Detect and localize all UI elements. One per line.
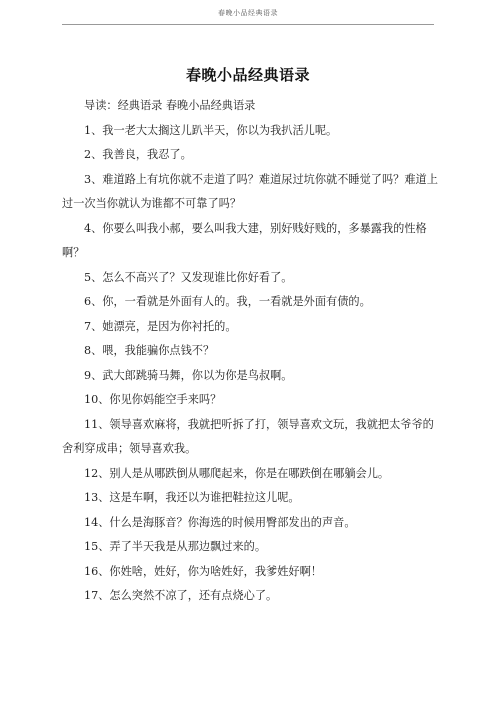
quote-item: 8、喂，我能骗你点钱不？ <box>84 344 215 357</box>
quote-item: 11、领导喜欢麻将，我就把听拆了打，领导喜欢文玩，我就把太爷爷的舍利穿成串；领导喜欢我。 <box>62 417 434 455</box>
lead-paragraph: 导读：经典语录 春晚小品经典语录 <box>84 99 256 112</box>
quote-item: 14、什么是海豚音？你海选的时候用臀部发出的声音。 <box>84 515 356 529</box>
running-header: 春晚小品经典语录 <box>218 9 278 17</box>
quote-item: 2、我善良，我忍了。 <box>84 148 192 161</box>
quote-item: 10、你见你妈能空手来吗？ <box>84 393 222 406</box>
quote-item: 6、你，一看就是外面有人的。我，一看就是外面有债的。 <box>84 295 371 308</box>
quote-item: 7、她漂亮，是因为你衬托的。 <box>84 319 237 333</box>
quote-item: 1、我一老大太搁这儿趴半天，你以为我扒活儿呢。 <box>84 123 338 137</box>
quote-item: 5、怎么不高兴了？又发现谁比你好看了。 <box>84 270 293 284</box>
header-divider <box>62 24 434 25</box>
document-body <box>62 94 438 609</box>
quote-item: 9、武大郎跳骑马舞，你以为你是鸟叔啊。 <box>84 368 293 382</box>
quote-item: 16、你姓啥，姓好，你为啥姓好，我爹姓好啊！ <box>84 564 322 578</box>
quote-item: 15、弄了半天我是从那边飘过来的。 <box>84 540 267 553</box>
quote-item: 17、怎么突然不凉了，还有点烧心了。 <box>84 589 278 602</box>
quote-item: 3、难道路上有坑你就不走道了吗？难道尿过坑你就不睡觉了吗？难道上过一次当你就认为谁都不可靠了吗？ <box>62 172 438 210</box>
quote-item: 13、这是车啊，我还以为谁把鞋拉这儿呢。 <box>84 491 300 504</box>
quote-item: 12、别人是从哪跌倒从哪爬起来，你是在哪跌倒在哪躺会儿。 <box>84 466 390 480</box>
document-title: 春晚小品经典语录 <box>185 66 310 84</box>
quote-item: 4、你要么叫我小郝，要么叫我大建，别好贱好贱的，多暴露我的性格啊？ <box>62 221 427 259</box>
